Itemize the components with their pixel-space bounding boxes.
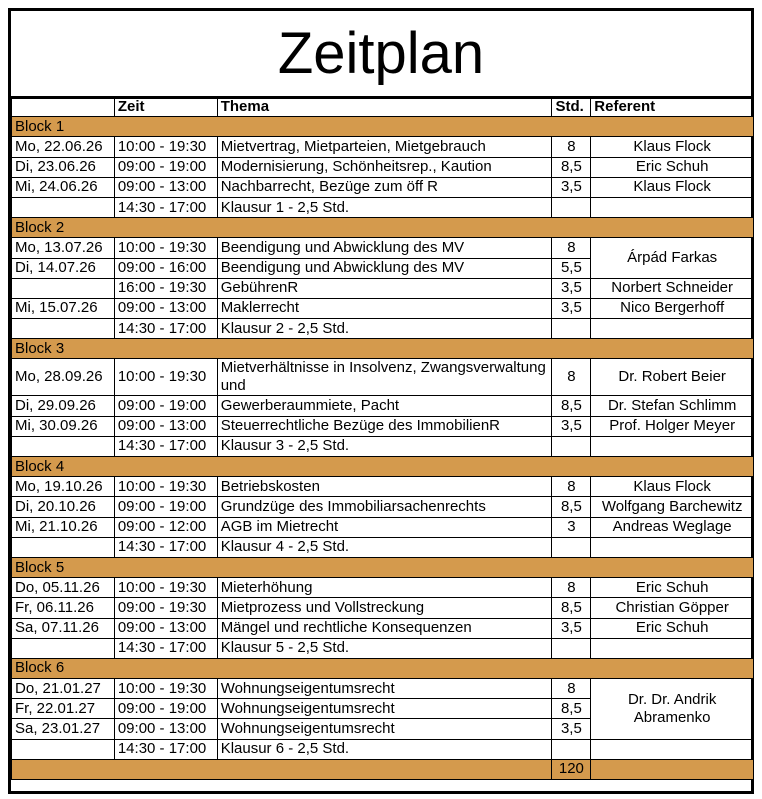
- date-cell: Fr, 22.01.27: [12, 699, 115, 719]
- referent-cell: Prof. Holger Meyer: [591, 416, 754, 436]
- schedule-table: [11, 96, 754, 780]
- time-cell: 10:00 - 19:30: [114, 359, 217, 396]
- referent-cell: [591, 319, 754, 339]
- total-empty: [591, 759, 754, 779]
- theme-cell: Mängel und rechtliche Konsequenzen: [217, 618, 552, 638]
- theme-cell: GebührenR: [217, 278, 552, 298]
- time-cell: 10:00 - 19:30: [114, 477, 217, 497]
- header-std: Std.: [552, 97, 591, 117]
- referent-cell: Eric Schuh: [591, 578, 754, 598]
- time-cell: 09:00 - 19:00: [114, 699, 217, 719]
- time-cell: 14:30 - 17:00: [114, 319, 217, 339]
- date-cell: Mo, 22.06.26: [12, 137, 115, 157]
- referent-cell: Klaus Flock: [591, 177, 754, 197]
- std-cell: 8,5: [552, 699, 591, 719]
- referent-cell: [591, 537, 754, 557]
- time-cell: 09:00 - 13:00: [114, 618, 217, 638]
- table-row: [12, 497, 754, 517]
- referent-cell: Dr. Robert Beier: [591, 359, 754, 396]
- referent-cell: Nico Bergerhoff: [591, 298, 754, 318]
- referent-cell: [591, 739, 754, 759]
- theme-cell: Gewerberaummiete, Pacht: [217, 396, 552, 416]
- referent-cell: Dr. Dr. Andrik Abramenko: [591, 679, 754, 740]
- time-cell: 14:30 - 17:00: [114, 436, 217, 456]
- table-row: [12, 477, 754, 497]
- date-cell: Mo, 19.10.26: [12, 477, 115, 497]
- referent-cell: [591, 436, 754, 456]
- std-cell: [552, 436, 591, 456]
- header-referent: Referent: [591, 97, 754, 117]
- exam-row: [12, 197, 754, 217]
- date-cell: Di, 20.10.26: [12, 497, 115, 517]
- exam-row: [12, 739, 754, 759]
- table-row: [12, 238, 754, 258]
- std-cell: 8: [552, 578, 591, 598]
- time-cell: 10:00 - 19:30: [114, 137, 217, 157]
- exam-row: [12, 436, 754, 456]
- date-cell: Mo, 28.09.26: [12, 359, 115, 396]
- std-cell: 8: [552, 359, 591, 396]
- block-header-row: [12, 457, 754, 477]
- referent-cell: Eric Schuh: [591, 157, 754, 177]
- table-row: [12, 157, 754, 177]
- date-cell: [12, 638, 115, 658]
- referent-cell: Norbert Schneider: [591, 278, 754, 298]
- theme-cell: Beendigung und Abwicklung des MV: [217, 238, 552, 258]
- theme-cell: Grundzüge des Immobiliarsachenrechts: [217, 497, 552, 517]
- date-cell: Mi, 15.07.26: [12, 298, 115, 318]
- time-cell: 09:00 - 12:00: [114, 517, 217, 537]
- block-label: Block 3: [12, 339, 754, 359]
- block-header-row: [12, 339, 754, 359]
- block-label: Block 6: [12, 658, 754, 678]
- table-row: [12, 578, 754, 598]
- referent-cell: Wolfgang Barchewitz: [591, 497, 754, 517]
- referent-cell: Andreas Weglage: [591, 517, 754, 537]
- header-row: [12, 97, 754, 117]
- block-header-row: [12, 658, 754, 678]
- theme-cell: Nachbarrecht, Bezüge zum öff R: [217, 177, 552, 197]
- schedule-sheet: [8, 8, 754, 794]
- theme-cell: AGB im Mietrecht: [217, 517, 552, 537]
- theme-cell: Wohnungseigentumsrecht: [217, 719, 552, 739]
- theme-cell: Steuerrechtliche Bezüge des ImmobilienR: [217, 416, 552, 436]
- std-cell: [552, 319, 591, 339]
- page-title: Zeitplan: [11, 11, 751, 99]
- table-row: [12, 598, 754, 618]
- std-cell: 3,5: [552, 719, 591, 739]
- referent-cell: Klaus Flock: [591, 137, 754, 157]
- theme-cell: Wohnungseigentumsrecht: [217, 679, 552, 699]
- date-cell: [12, 537, 115, 557]
- theme-cell: Mieterhöhung: [217, 578, 552, 598]
- table-row: [12, 416, 754, 436]
- std-cell: [552, 197, 591, 217]
- date-cell: Di, 29.09.26: [12, 396, 115, 416]
- header-time: Zeit: [114, 97, 217, 117]
- time-cell: 16:00 - 19:30: [114, 278, 217, 298]
- std-cell: 8,5: [552, 598, 591, 618]
- date-cell: [12, 436, 115, 456]
- std-cell: 5,5: [552, 258, 591, 278]
- date-cell: Sa, 07.11.26: [12, 618, 115, 638]
- time-cell: 14:30 - 17:00: [114, 739, 217, 759]
- date-cell: Di, 23.06.26: [12, 157, 115, 177]
- exam-cell: Klausur 2 - 2,5 Std.: [217, 319, 552, 339]
- time-cell: 09:00 - 13:00: [114, 298, 217, 318]
- date-cell: Do, 05.11.26: [12, 578, 115, 598]
- time-cell: 14:30 - 17:00: [114, 638, 217, 658]
- time-cell: 09:00 - 19:30: [114, 598, 217, 618]
- theme-cell: Maklerrecht: [217, 298, 552, 318]
- std-cell: 3,5: [552, 416, 591, 436]
- date-cell: [12, 739, 115, 759]
- theme-cell: Mietvertrag, Mietparteien, Mietgebrauch: [217, 137, 552, 157]
- std-cell: 3,5: [552, 298, 591, 318]
- total-hours: 120: [552, 759, 591, 779]
- exam-cell: Klausur 5 - 2,5 Std.: [217, 638, 552, 658]
- block-header-row: [12, 117, 754, 137]
- date-cell: Mi, 24.06.26: [12, 177, 115, 197]
- exam-cell: Klausur 3 - 2,5 Std.: [217, 436, 552, 456]
- date-cell: Fr, 06.11.26: [12, 598, 115, 618]
- time-cell: 10:00 - 19:30: [114, 578, 217, 598]
- date-cell: Mo, 13.07.26: [12, 238, 115, 258]
- theme-cell: Beendigung und Abwicklung des MV: [217, 258, 552, 278]
- std-cell: 3: [552, 517, 591, 537]
- header-theme: Thema: [217, 97, 552, 117]
- time-cell: 09:00 - 19:00: [114, 396, 217, 416]
- date-cell: [12, 278, 115, 298]
- theme-cell: Modernisierung, Schönheitsrep., Kaution: [217, 157, 552, 177]
- exam-cell: Klausur 6 - 2,5 Std.: [217, 739, 552, 759]
- std-cell: 8: [552, 137, 591, 157]
- std-cell: 8,5: [552, 497, 591, 517]
- table-row: [12, 278, 754, 298]
- std-cell: 3,5: [552, 177, 591, 197]
- table-row: [12, 517, 754, 537]
- time-cell: 09:00 - 19:00: [114, 157, 217, 177]
- date-cell: Mi, 21.10.26: [12, 517, 115, 537]
- theme-cell: Mietprozess und Vollstreckung: [217, 598, 552, 618]
- date-cell: [12, 197, 115, 217]
- referent-cell: Árpád Farkas: [591, 238, 754, 278]
- time-cell: 10:00 - 19:30: [114, 679, 217, 699]
- block-header-row: [12, 557, 754, 577]
- table-row: [12, 177, 754, 197]
- block-header-row: [12, 218, 754, 238]
- time-cell: 09:00 - 13:00: [114, 416, 217, 436]
- referent-cell: Christian Göpper: [591, 598, 754, 618]
- block-label: Block 1: [12, 117, 754, 137]
- time-cell: 09:00 - 16:00: [114, 258, 217, 278]
- table-row: [12, 359, 754, 396]
- time-cell: 14:30 - 17:00: [114, 537, 217, 557]
- referent-cell: [591, 197, 754, 217]
- date-cell: Di, 14.07.26: [12, 258, 115, 278]
- std-cell: 8,5: [552, 396, 591, 416]
- block-label: Block 2: [12, 218, 754, 238]
- std-cell: [552, 638, 591, 658]
- theme-cell: Mietverhältnisse in Insolvenz, Zwangsverwaltung und: [217, 359, 552, 396]
- table-row: [12, 396, 754, 416]
- time-cell: 09:00 - 13:00: [114, 719, 217, 739]
- table-row: [12, 137, 754, 157]
- std-cell: 3,5: [552, 618, 591, 638]
- exam-row: [12, 537, 754, 557]
- referent-cell: Eric Schuh: [591, 618, 754, 638]
- theme-cell: Wohnungseigentumsrecht: [217, 699, 552, 719]
- std-cell: 8: [552, 238, 591, 258]
- referent-cell: [591, 638, 754, 658]
- total-spacer: [12, 759, 552, 779]
- table-row: [12, 298, 754, 318]
- date-cell: [12, 319, 115, 339]
- date-cell: Mi, 30.09.26: [12, 416, 115, 436]
- exam-cell: Klausur 4 - 2,5 Std.: [217, 537, 552, 557]
- theme-cell: Betriebskosten: [217, 477, 552, 497]
- time-cell: 10:00 - 19:30: [114, 238, 217, 258]
- referent-cell: Dr. Stefan Schlimm: [591, 396, 754, 416]
- total-row: [12, 759, 754, 779]
- date-cell: Sa, 23.01.27: [12, 719, 115, 739]
- std-cell: [552, 537, 591, 557]
- time-cell: 09:00 - 13:00: [114, 177, 217, 197]
- time-cell: 09:00 - 19:00: [114, 497, 217, 517]
- exam-row: [12, 638, 754, 658]
- std-cell: 3,5: [552, 278, 591, 298]
- header-date: [12, 97, 115, 117]
- std-cell: 8: [552, 477, 591, 497]
- std-cell: 8: [552, 679, 591, 699]
- exam-row: [12, 319, 754, 339]
- table-row: [12, 618, 754, 638]
- std-cell: 8,5: [552, 157, 591, 177]
- std-cell: [552, 739, 591, 759]
- date-cell: Do, 21.01.27: [12, 679, 115, 699]
- exam-cell: Klausur 1 - 2,5 Std.: [217, 197, 552, 217]
- referent-cell: Klaus Flock: [591, 477, 754, 497]
- block-label: Block 4: [12, 457, 754, 477]
- table-row: [12, 679, 754, 699]
- time-cell: 14:30 - 17:00: [114, 197, 217, 217]
- block-label: Block 5: [12, 557, 754, 577]
